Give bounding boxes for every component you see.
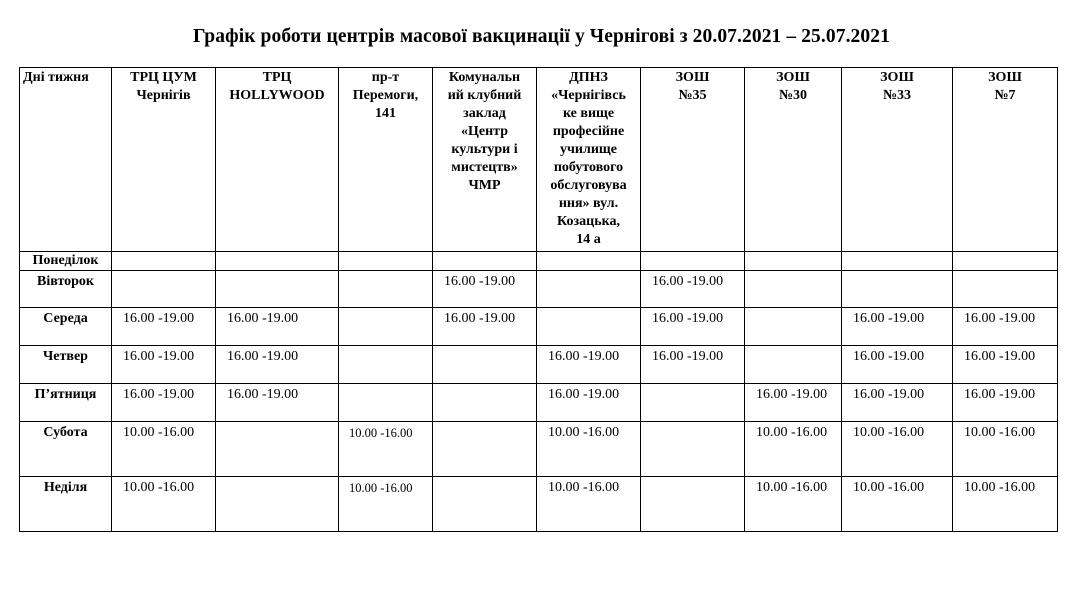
schedule-cell <box>842 252 953 271</box>
header-cell-center: ТРЦ ЦУМ Чернігів <box>112 68 216 252</box>
schedule-cell: 10.00 -16.00 <box>339 477 433 532</box>
day-cell: П’ятниця <box>20 384 112 422</box>
schedule-cell <box>112 252 216 271</box>
day-cell: Понеділок <box>20 252 112 271</box>
schedule-cell <box>433 422 537 477</box>
schedule-cell <box>112 271 216 308</box>
schedule-cell <box>339 271 433 308</box>
schedule-cell: 10.00 -16.00 <box>745 477 842 532</box>
table-row <box>20 346 1058 384</box>
schedule-cell: 10.00 -16.00 <box>112 477 216 532</box>
schedule-cell: 16.00 -19.00 <box>112 384 216 422</box>
schedule-cell: 10.00 -16.00 <box>953 477 1058 532</box>
schedule-cell: 16.00 -19.00 <box>216 384 339 422</box>
day-cell: Вівторок <box>20 271 112 308</box>
schedule-cell <box>953 271 1058 308</box>
table-row <box>20 384 1058 422</box>
table-row <box>20 308 1058 346</box>
schedule-cell: 16.00 -19.00 <box>433 271 537 308</box>
schedule-cell <box>216 422 339 477</box>
header-cell-days: Дні тижня <box>20 68 112 252</box>
vaccination-schedule-table <box>19 67 1058 532</box>
schedule-cell <box>745 271 842 308</box>
schedule-cell: 10.00 -16.00 <box>112 422 216 477</box>
day-cell: Субота <box>20 422 112 477</box>
day-cell: Неділя <box>20 477 112 532</box>
table-row <box>20 252 1058 271</box>
schedule-cell: 16.00 -19.00 <box>953 308 1058 346</box>
schedule-cell <box>216 252 339 271</box>
schedule-cell <box>339 346 433 384</box>
schedule-cell: 10.00 -16.00 <box>537 422 641 477</box>
header-cell-center: ЗОШ №33 <box>842 68 953 252</box>
header-cell-center: пр-т Перемоги, 141 <box>339 68 433 252</box>
schedule-cell <box>339 252 433 271</box>
schedule-cell: 10.00 -16.00 <box>745 422 842 477</box>
schedule-cell: 16.00 -19.00 <box>842 346 953 384</box>
schedule-cell <box>953 252 1058 271</box>
schedule-cell <box>842 271 953 308</box>
schedule-cell: 16.00 -19.00 <box>112 308 216 346</box>
schedule-cell: 16.00 -19.00 <box>216 346 339 384</box>
schedule-cell <box>745 308 842 346</box>
schedule-cell <box>641 477 745 532</box>
schedule-cell <box>537 252 641 271</box>
schedule-cell: 16.00 -19.00 <box>842 384 953 422</box>
schedule-cell <box>745 252 842 271</box>
document-title: Графік роботи центрів масової вакцинації у Чернігові з 20.07.2021 – 25.07.2021 <box>193 26 890 47</box>
schedule-cell: 16.00 -19.00 <box>537 384 641 422</box>
schedule-cell: 16.00 -19.00 <box>641 271 745 308</box>
header-cell-center: ЗОШ №7 <box>953 68 1058 252</box>
schedule-cell <box>537 308 641 346</box>
schedule-cell: 10.00 -16.00 <box>842 477 953 532</box>
schedule-cell <box>216 477 339 532</box>
schedule-cell: 16.00 -19.00 <box>842 308 953 346</box>
header-cell-center: Комунальн ий клубний заклад «Центр культури і мистецтв» ЧМР <box>433 68 537 252</box>
schedule-cell: 16.00 -19.00 <box>537 346 641 384</box>
schedule-cell <box>339 384 433 422</box>
schedule-cell: 16.00 -19.00 <box>216 308 339 346</box>
schedule-cell <box>641 252 745 271</box>
schedule-cell: 16.00 -19.00 <box>953 346 1058 384</box>
schedule-cell <box>537 271 641 308</box>
header-cell-center: ДПНЗ «Чернігівсь ке вище професійне училище побутового обслуговува ння» вул. Козацька, 14 а <box>537 68 641 252</box>
schedule-cell: 10.00 -16.00 <box>953 422 1058 477</box>
table-row <box>20 422 1058 477</box>
schedule-cell: 16.00 -19.00 <box>641 308 745 346</box>
schedule-cell: 10.00 -16.00 <box>537 477 641 532</box>
schedule-cell <box>641 422 745 477</box>
header-cell-center: ТРЦ HOLLYWOOD <box>216 68 339 252</box>
schedule-cell: 16.00 -19.00 <box>112 346 216 384</box>
schedule-cell <box>433 477 537 532</box>
schedule-cell <box>216 271 339 308</box>
schedule-cell <box>339 308 433 346</box>
header-cell-center: ЗОШ №30 <box>745 68 842 252</box>
schedule-cell: 10.00 -16.00 <box>339 422 433 477</box>
schedule-cell <box>433 346 537 384</box>
schedule-cell: 16.00 -19.00 <box>641 346 745 384</box>
schedule-cell: 16.00 -19.00 <box>745 384 842 422</box>
schedule-cell <box>433 252 537 271</box>
header-cell-center: ЗОШ №35 <box>641 68 745 252</box>
schedule-cell <box>433 384 537 422</box>
day-cell: Середа <box>20 308 112 346</box>
schedule-cell: 16.00 -19.00 <box>433 308 537 346</box>
table-row <box>20 477 1058 532</box>
schedule-cell: 16.00 -19.00 <box>953 384 1058 422</box>
day-cell: Четвер <box>20 346 112 384</box>
schedule-cell <box>641 384 745 422</box>
schedule-cell <box>745 346 842 384</box>
table-row <box>20 271 1058 308</box>
header-row <box>20 68 1058 252</box>
schedule-cell: 10.00 -16.00 <box>842 422 953 477</box>
